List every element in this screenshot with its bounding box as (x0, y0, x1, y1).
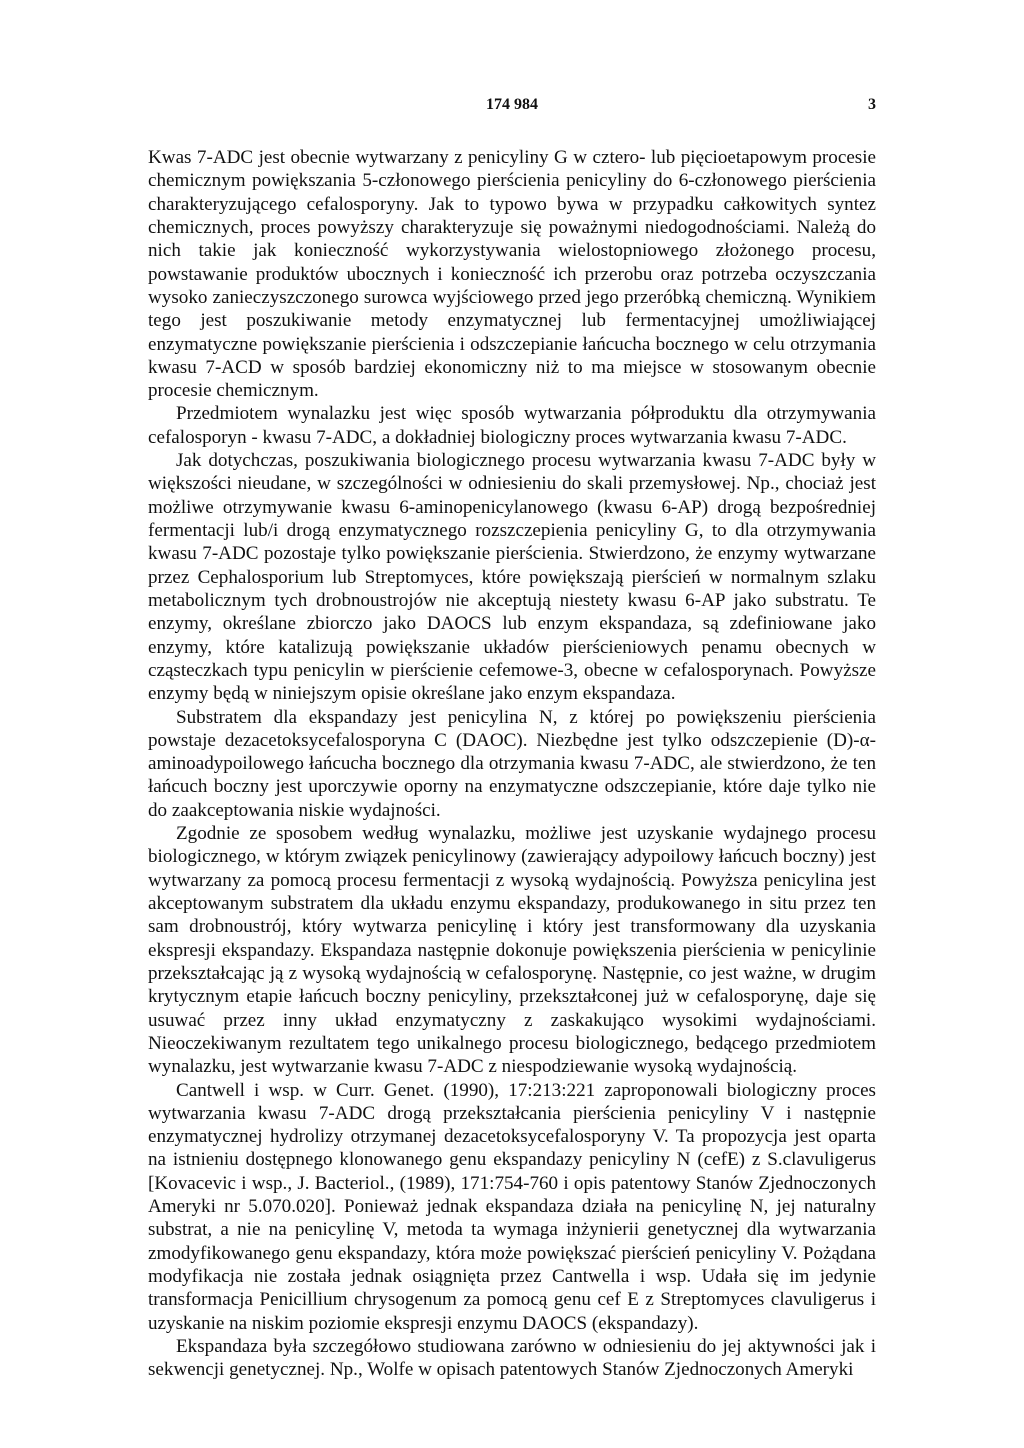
paragraph-5: Zgodnie ze sposobem według wynalazku, możliwe jest uzyskanie wydajnego procesu biologicznego, w którym związek penicylinowy (zawierający adypoilowy łańcuch boczny) jest wytwarzany za pomocą procesu fermentacji z wysoką wydajnością. Powyższa penicylina jest akceptowanym substratem dla układu enzymu ekspandazy, produkowanego in situ przez ten sam drobnoustrój, który wytwarza penicylinę i który jest transformowany dla uzyskania ekspresji ekspandazy. Ekspandaza następnie dokonuje powiększenia pierścienia w penicylinie przekształcając ją z wysoką wydajnością w cefalosporynę. Następnie, co jest ważne, w drugim krytycznym etapie łańcuch boczny penicyliny, przekształconej już w cefalosporynę, daje się usuwać przez inny układ enzymatyczny z zaskakująco wysokimi wydajnościami. Nieoczekiwanym rezultatem tego unikalnego procesu biologicznego, bedącego przedmiotem wynalazku, jest wytwarzanie kwasu 7-ADC z niespodziewanie wysoką wydajnością. (148, 823, 876, 1078)
paragraph-1: Kwas 7-ADC jest obecnie wytwarzany z penicyliny G w cztero- lub pięcioetapowym procesie chemicznym powiększania 5-członowego pierścienia penicyliny do 6-członowego pierścienia charakteryzującego cefalosporyny. Jak to typowo bywa w przypadku całkowitych syntez chemicznych, proces powyższy charakteryzuje się poważnymi niedogodnościami. Należą do nich takie jak konieczność wykorzystywania wielostopniowego złożonego procesu, powstawanie produktów ubocznych i konieczność ich przerobu oraz potrzeba oczyszczania wysoko zanieczyszczonego surowca wyjściowego przed jego przeróbką chemiczną. Wynikiem tego jest poszukiwanie metody enzymatycznej lub fermentacyjnej umożliwiającej enzymatyczne powiększanie pierścienia i odszczepianie łańcucha bocznego w celu otrzymania kwasu 7-ACD w sposób bardziej ekonomiczny niż to ma miejsce w stosowanym obecnie procesie chemicznym. (148, 147, 876, 402)
paragraph-3: Jak dotychczas, poszukiwania biologicznego procesu wytwarzania kwasu 7-ADC były w większości nieudane, w szczególności w odniesieniu do skali przemysłowej. Np., chociaż jest możliwe otrzymywanie kwasu 6-aminopenicylanowego (kwasu 6-AP) drogą bezpośredniej fermentacji lub/i drogą enzymatycznego rozszczepienia penicyliny G, to dla otrzymywania kwasu 7-ADC pozostaje tylko powiększanie pierścienia. Stwierdzono, że enzymy wytwarzane przez Cephalosporium lub Streptomyces, które powiększają pierścień w normalnym szlaku metabolicznym tych drobnoustrojów nie akceptują niestety kwasu 6-AP jako substratu. Te enzymy, określane zbiorczo jako DAOCS lub enzym ekspandaza, są zdefiniowane jako enzymy, które katalizują powiększanie układów pierścieniowych penamu obecnych w cząsteczkach typu penicylin w pierścienie cefemowe-3, obecne w cefalosporynach. Powyższe enzymy będą w niniejszym opisie określane jako enzym ekspandaza. (148, 450, 876, 705)
page-number: 3 (868, 96, 876, 113)
patent-number: 174 984 (486, 96, 538, 113)
body-text (148, 146, 876, 1382)
paragraph-2: Przedmiotem wynalazku jest więc sposób wytwarzania półproduktu dla otrzymywania cefalosporyn - kwasu 7-ADC, a dokładniej biologiczny proces wytwarzania kwasu 7-ADC. (148, 403, 876, 448)
paragraph-4: Substratem dla ekspandazy jest penicylina N, z której po powiększeniu pierścienia powstaje dezacetoksycefalosporyna C (DAOC). Niezbędne jest tylko odszczepienie (D)-α-aminoadypoilowego łańcucha bocznego dla otrzymania kwasu 7-ADC, ale stwierdzono, że ten łańcuch boczny jest uporczywie oporny na enzymatyczne odszczepianie, które daje tylko nie do zaakceptowania niskie wydajności. (148, 706, 876, 821)
paragraph-7: Ekspandaza była szczegółowo studiowana zarówno w odniesieniu do jej aktywności jak i sekwencji genetycznej. Np., Wolfe w opisach patentowych Stanów Zjednoczonych Ameryki (148, 1335, 876, 1381)
paragraph-6: Cantwell i wsp. w Curr. Genet. (1990), 17:213:221 zaproponowali biologiczny proces wytwarzania kwasu 7-ADC drogą przekształcania pierścienia penicyliny V i następnie enzymatycznej hydrolizy otrzymanej dezacetoksycefalosporyny V. Ta propozycja jest oparta na istnieniu dostępnego klonowanego genu ekspandazy penicyliny N (cefE) z S.clavuligerus [Kovacevic i wsp., J. Bacteriol., (1989), 171:754-760 i opis patentowy Stanów Zjednoczonych Ameryki nr 5.070.020]. Ponieważ jednak ekspandaza działa na penicylinę N, jej naturalny substrat, a nie na penicylinę V, metoda ta wymaga inżynierii genetycznej dla wytwarzania zmodyfikowanego genu ekspandazy, która może powiększać pierścień penicyliny V. Pożądana modyfikacja nie została jednak osiągnięta przez Cantwella i wsp. Udała się im jedynie transformacja Penicillium chrysogenum za pomocą genu cef E z Streptomyces clavuligerus i uzyskanie na niskim poziomie ekspresji enzymu DAOCS (ekspandazy). (148, 1079, 876, 1334)
page-header (148, 96, 876, 118)
